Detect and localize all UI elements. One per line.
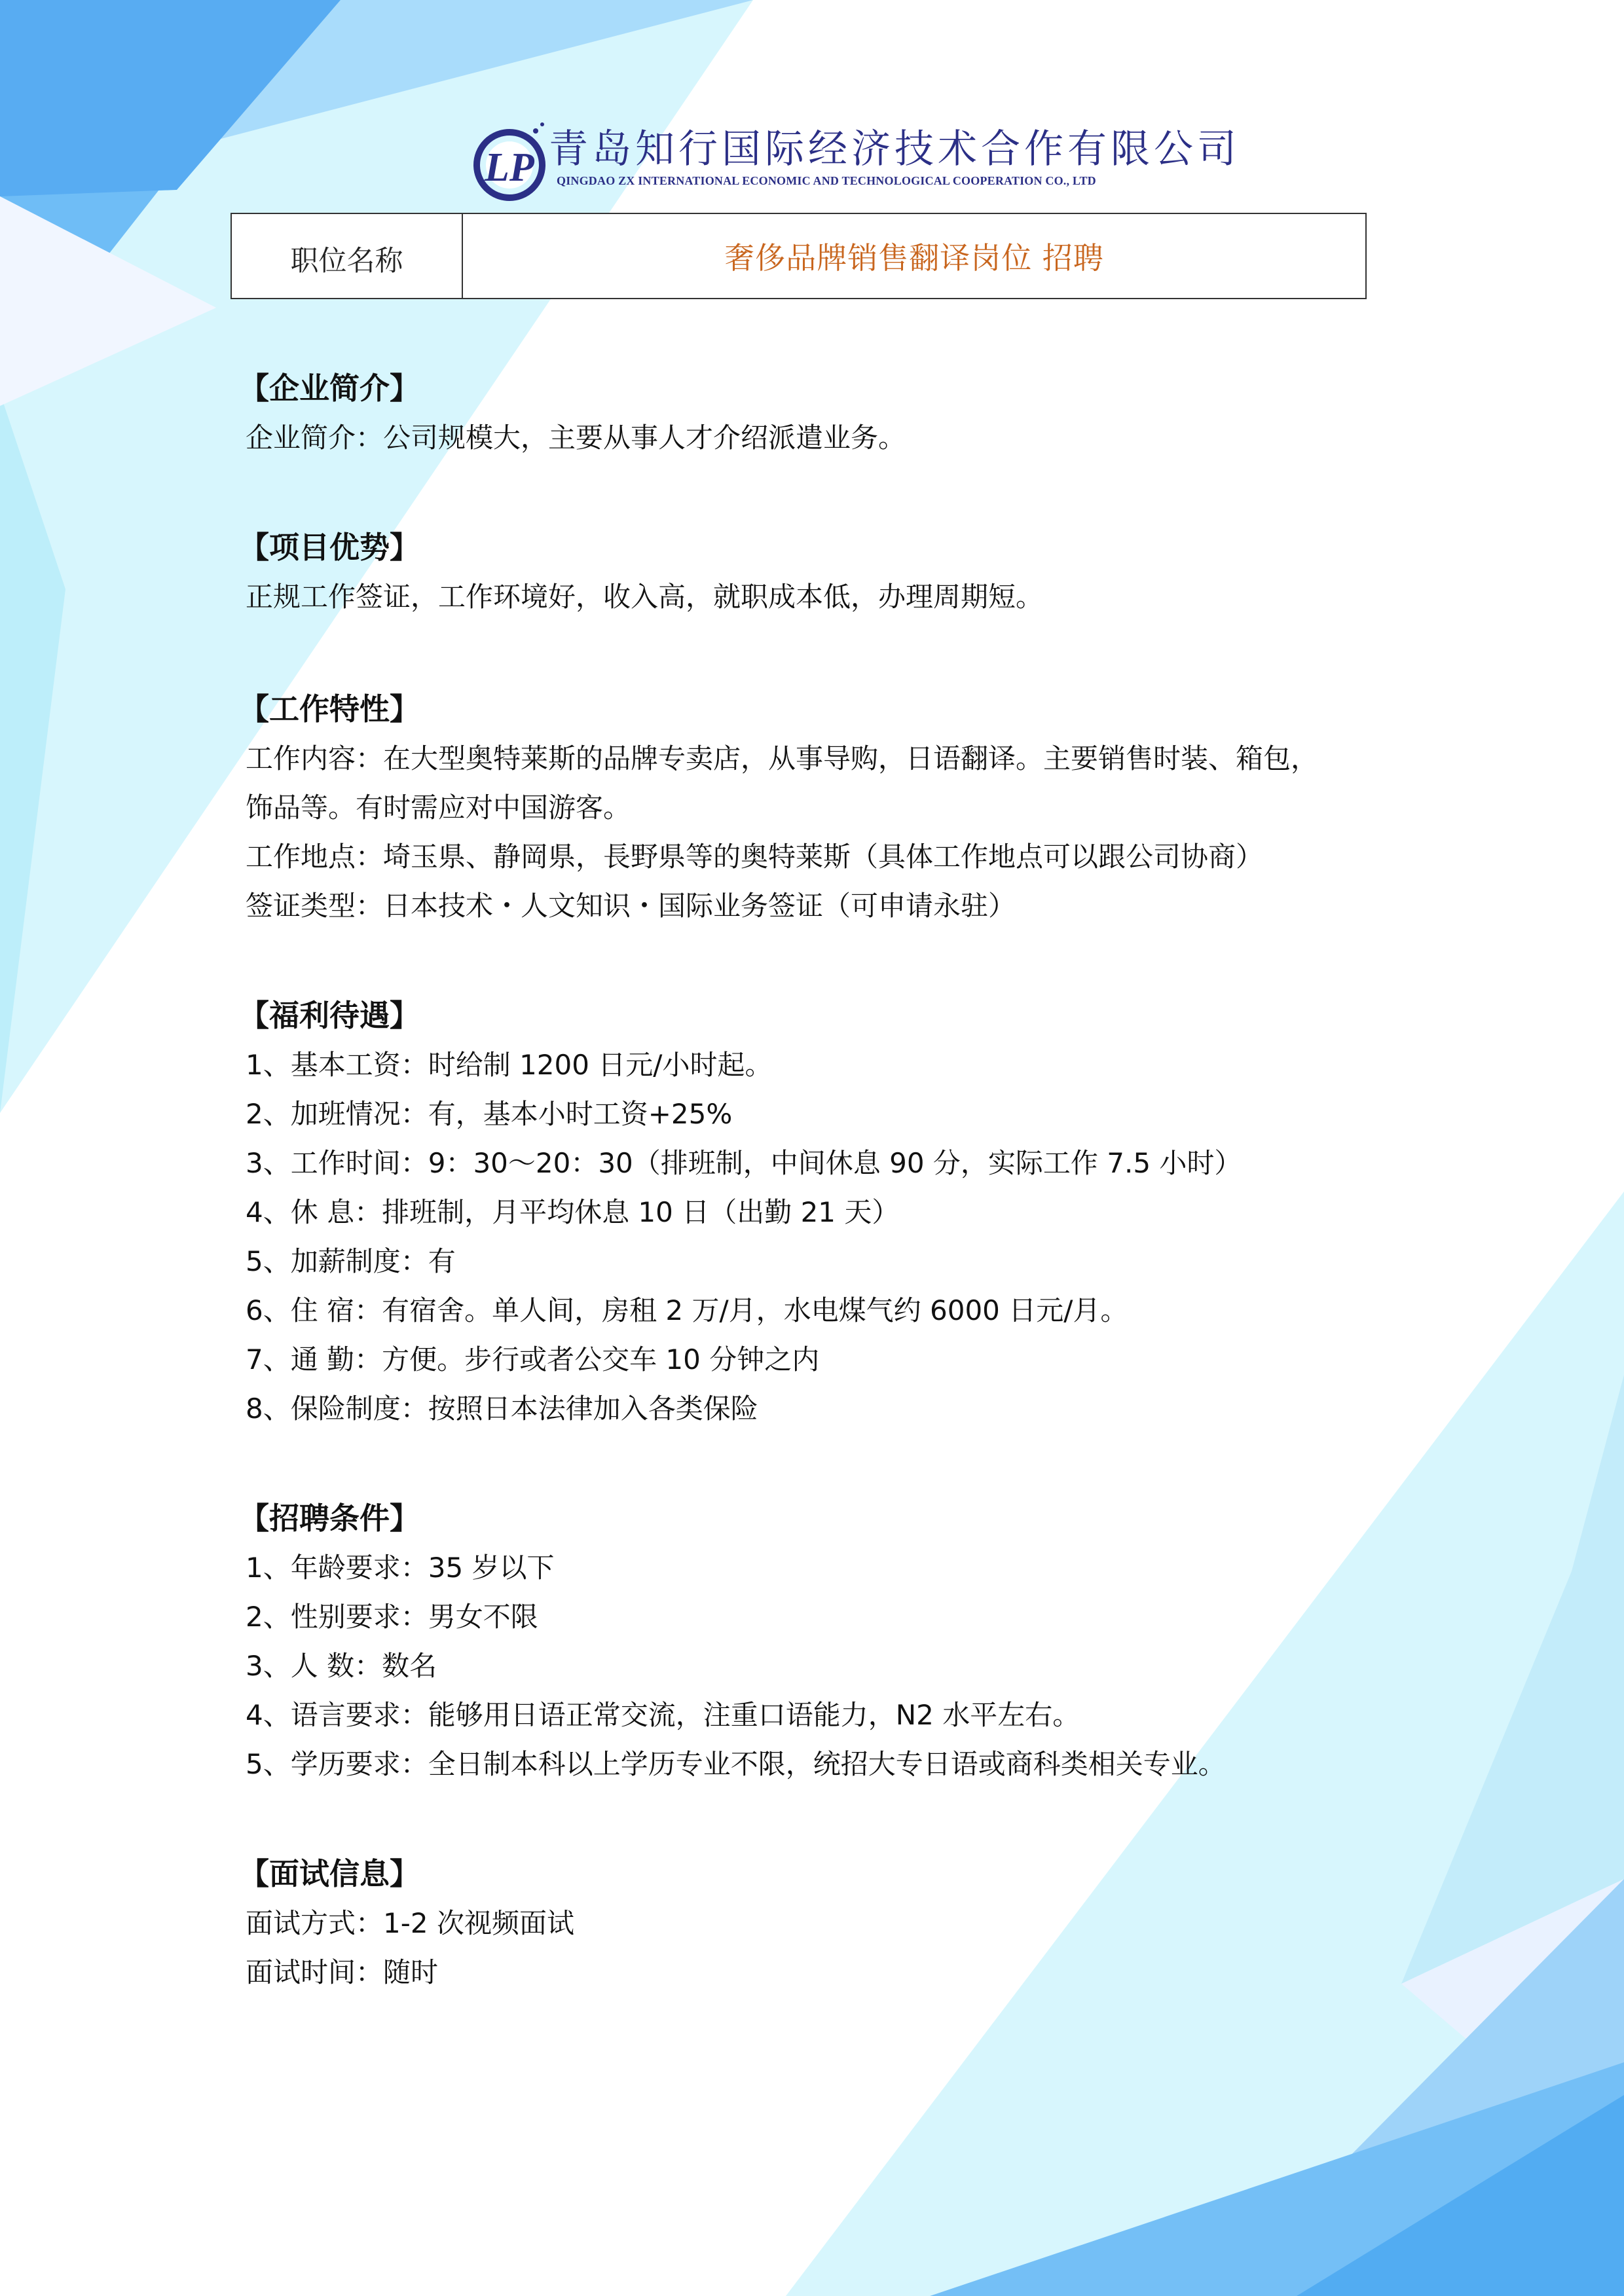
section-title-requirements: 【招聘条件】 <box>239 1501 420 1536</box>
job-line: 工作内容：在大型奥特莱斯的品牌专卖店，从事导购，日语翻译。主要销售时装、箱包， <box>246 742 1319 774</box>
benefit-item: 3、工作时间：9：30～20：30（排班制，中间休息 90 分，实际工作 7.5 小时） <box>246 1147 1242 1179</box>
requirement-item: 2、性别要求：男女不限 <box>246 1601 538 1633</box>
job-line: 工作地点：埼玉県、静岡県，長野県等的奥特莱斯（具体工作地点可以跟公司协商） <box>246 841 1264 873</box>
section-title-job: 【工作特性】 <box>239 691 420 727</box>
position-table <box>231 213 1367 299</box>
section-title-benefits: 【福利待遇】 <box>239 998 420 1033</box>
logo-letters: LP <box>485 145 534 190</box>
requirement-item: 4、语言要求：能够用日语正常交流，注重口语能力，N2 水平左右。 <box>246 1699 1080 1731</box>
advantages-line: 正规工作签证，工作环境好，收入高，就职成本低，办理周期短。 <box>246 581 1044 613</box>
job-line: 签证类型：日本技术・人文知识・国际业务签证（可申请永驻） <box>246 890 1016 922</box>
interview-line: 面试时间：随时 <box>246 1956 439 1988</box>
interview-line: 面试方式：1-2 次视频面试 <box>246 1907 574 1939</box>
benefit-item: 8、保险制度：按照日本法律加入各类保险 <box>246 1393 758 1425</box>
company-name-en: QINGDAO ZX INTERNATIONAL ECONOMIC AND TECHNOLOGICAL COOPERATION CO., LTD <box>557 174 1096 187</box>
company-header <box>471 118 1240 206</box>
section-title-interview: 【面试信息】 <box>239 1856 420 1891</box>
section-title-intro: 【企业简介】 <box>239 371 420 406</box>
benefit-item: 6、住 宿：有宿舍。单人间，房租 2 万/月，水电煤气约 6000 日元/月。 <box>246 1294 1128 1326</box>
benefit-item: 4、休 息：排班制，月平均休息 10 日（出勤 21 天） <box>246 1196 900 1228</box>
intro-line: 企业简介：公司规模大，主要从事人才介绍派遣业务。 <box>246 422 906 454</box>
requirement-item: 1、年龄要求：35 岁以下 <box>246 1552 555 1584</box>
requirement-item: 3、人 数：数名 <box>246 1650 437 1682</box>
position-title: 奢侈品牌销售翻译岗位 招聘 <box>724 240 1104 276</box>
job-line: 饰品等。有时需应对中国游客。 <box>246 792 631 824</box>
benefit-item: 2、加班情况：有，基本小时工资+25% <box>246 1098 733 1130</box>
requirement-item: 5、学历要求：全日制本科以上学历专业不限，统招大专日语或商科类相关专业。 <box>246 1748 1226 1780</box>
job-description <box>239 363 1411 1997</box>
company-logo <box>471 118 550 203</box>
company-name-cn: 青岛知行国际经济技术合作有限公司 <box>549 126 1240 172</box>
position-label: 职位名称 <box>232 214 463 298</box>
benefit-item: 5、加薪制度：有 <box>246 1245 456 1277</box>
section-title-advantages: 【项目优势】 <box>239 530 420 565</box>
benefit-item: 7、通 勤：方便。步行或者公交车 10 分钟之内 <box>246 1343 820 1376</box>
benefit-item: 1、基本工资：时给制 1200 日元/小时起。 <box>246 1049 773 1081</box>
